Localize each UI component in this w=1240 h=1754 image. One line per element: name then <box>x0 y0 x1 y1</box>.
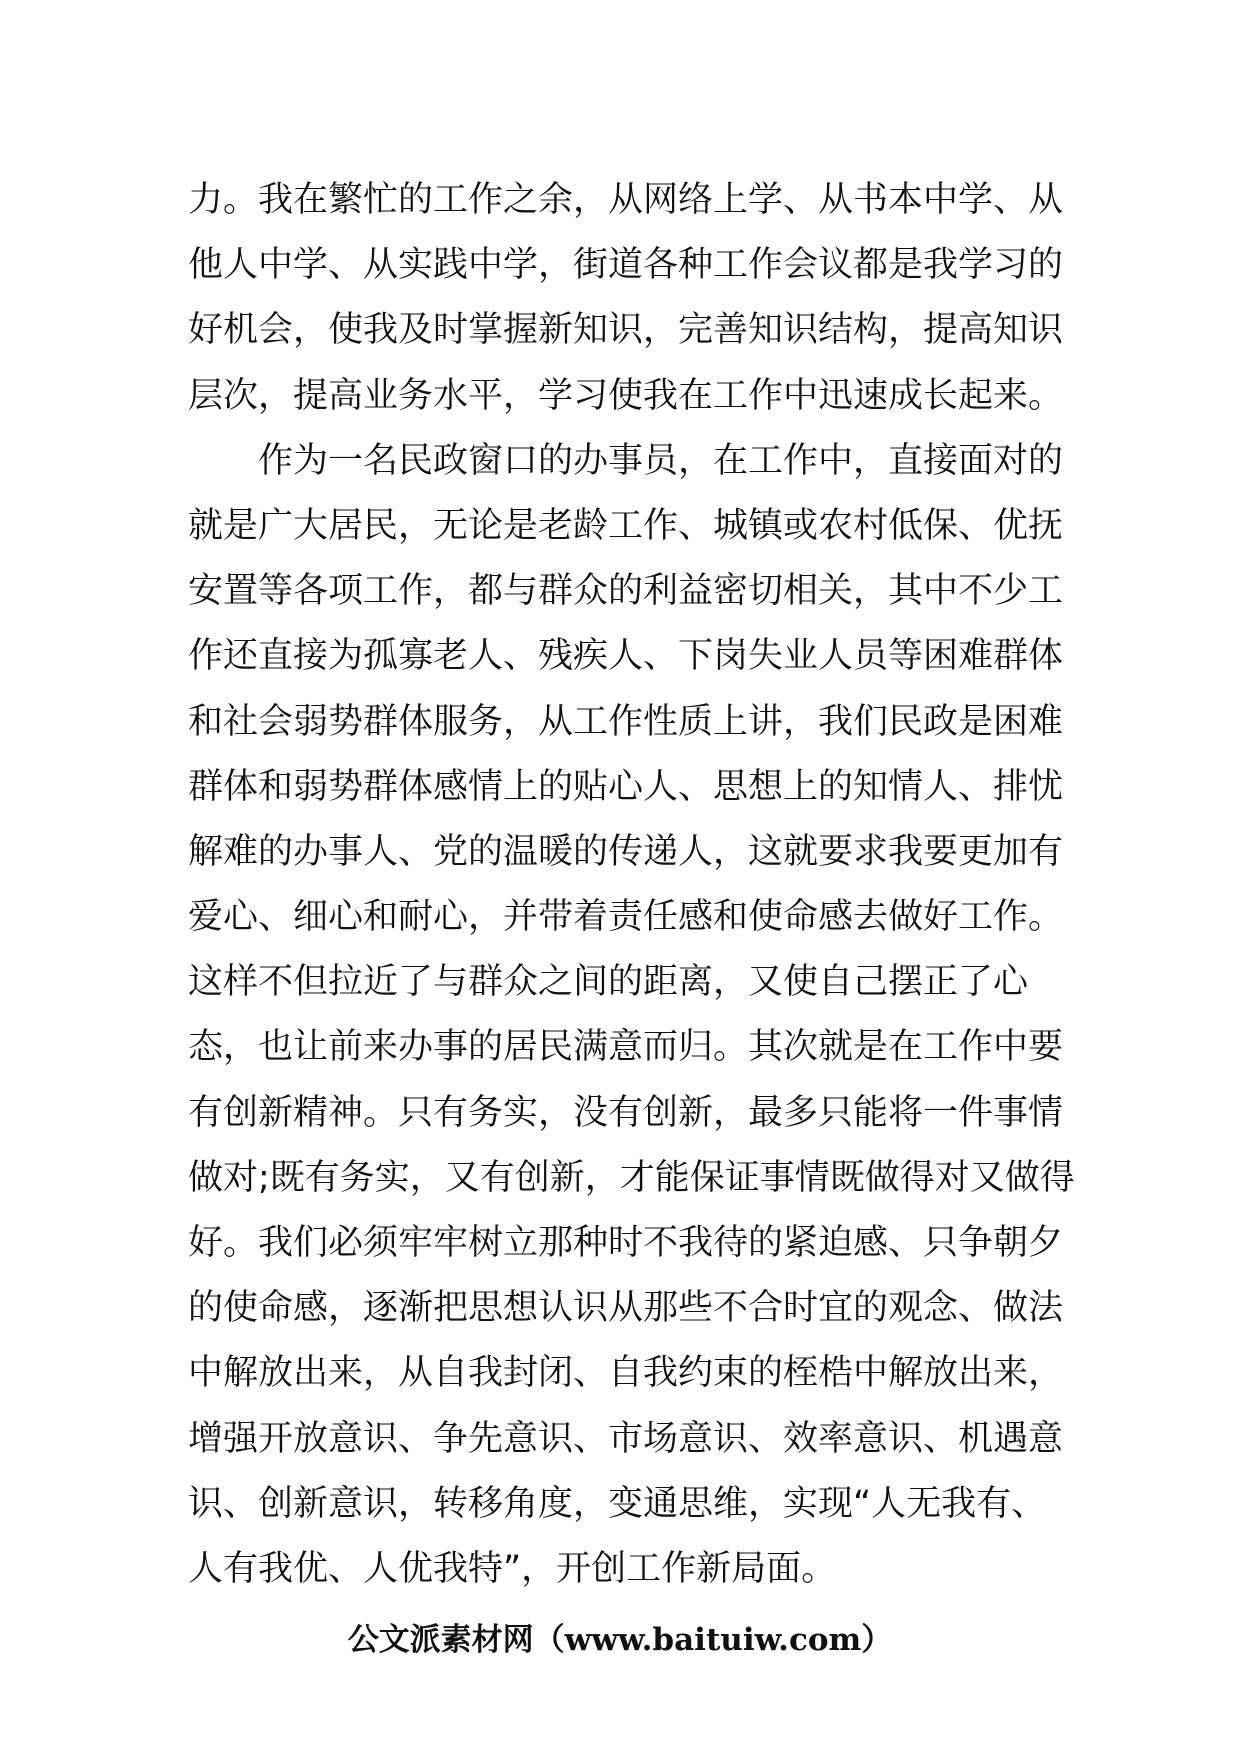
text-line: 有创新精神。只有务实，没有创新，最多只能将一件事情 <box>188 1092 1064 1133</box>
text-line: 人有我优、人优我特”，开创工作新局面。 <box>188 1548 837 1589</box>
text-line: 层次，提高业务水平，学习使我在工作中迅速成长起来。 <box>188 375 1064 416</box>
page-footer: 公文派素材网（www.baituiw.com） <box>347 1622 893 1658</box>
text-line: 就是广大居民，无论是老龄工作、城镇或农村低保、优抚 <box>188 505 1064 546</box>
text-line: 识、创新意识，转移角度，变通思维，实现“人无我有、 <box>188 1483 1047 1524</box>
text-line: 做对;既有务实，又有创新，才能保证事情既做得对又做得 <box>188 1157 1075 1198</box>
text-line: 群体和弱势群体感情上的贴心人、思想上的知情人、排忧 <box>188 766 1064 807</box>
text-line: 好。我们必须牢牢树立那种时不我待的紧迫感、只争朝夕 <box>188 1223 1064 1263</box>
text-line: 他人中学、从实践中学，街道各种工作会议都是我学习的 <box>188 245 1064 286</box>
text-line: 和社会弱势群体服务，从工作性质上讲，我们民政是困难 <box>188 701 1064 742</box>
text-line: 增强开放意识、争先意识、市场意识、效率意识、机遇意 <box>188 1418 1064 1459</box>
text-line-paragraph-start: 作为一名民政窗口的办事员，在工作中，直接面对的 <box>258 440 1064 481</box>
text-line: 的使命感，逐渐把思想认识从那些不合时宜的观念、做法 <box>188 1288 1064 1329</box>
text-line: 解难的办事人、党的温暖的传递人，这就要求我要更加有 <box>188 831 1064 872</box>
text-line: 作还直接为孤寡老人、残疾人、下岗失业人员等困难群体 <box>188 636 1064 677</box>
text-line: 态，也让前来办事的居民满意而归。其次就是在工作中要 <box>188 1027 1064 1068</box>
text-line: 力。我在繁忙的工作之余，从网络上学、从书本中学、从 <box>188 180 1064 220</box>
text-line: 安置等各项工作，都与群众的利益密切相关，其中不少工 <box>188 571 1064 612</box>
text-line: 好机会，使我及时掌握新知识，完善知识结构，提高知识 <box>188 310 1064 351</box>
text-line: 中解放出来，从自我封闭、自我约束的桎梏中解放出来， <box>188 1353 1064 1394</box>
text-line: 爱心、细心和耐心，并带着责任感和使命感去做好工作。 <box>188 897 1064 938</box>
text-line: 这样不但拉近了与群众之间的距离，又使自己摆正了心 <box>188 962 1029 1003</box>
body-text <box>188 168 1075 1602</box>
